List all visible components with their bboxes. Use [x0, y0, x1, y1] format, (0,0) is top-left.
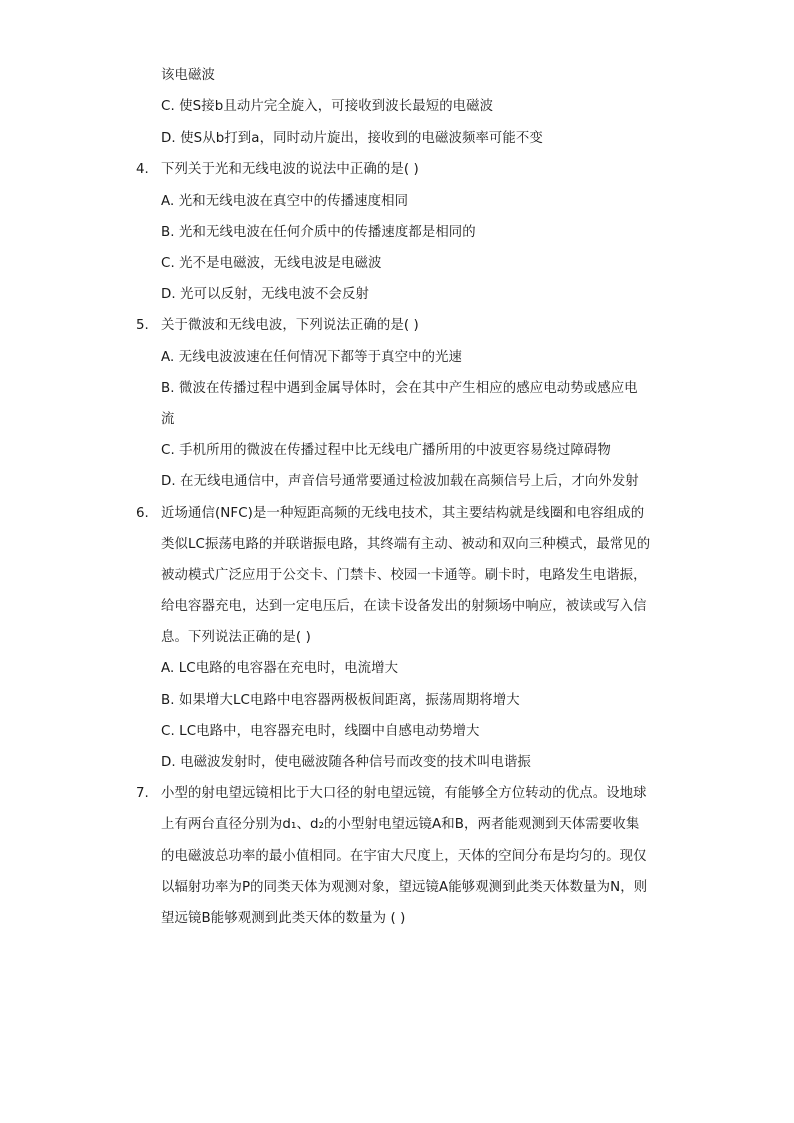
q7-stem-line-2: 上有两台直径分别为d₁、d₂的小型射电望远镜A和B，两者能观测到天体需要收集: [161, 817, 640, 832]
q5-number: 5.: [136, 318, 149, 333]
q6-option-d: D. 电磁波发射时，使电磁波随各种信号而改变的技术叫电谐振: [161, 755, 531, 770]
q4-option-b: B. 光和无线电波在任何介质中的传播速度都是相同的: [161, 225, 476, 240]
q5-option-d: D. 在无线电通信中，声音信号通常要通过检波加载在高频信号上后，才向外发射: [161, 474, 639, 489]
q5-stem: 关于微波和无线电波，下列说法正确的是( ): [161, 318, 419, 333]
q3-stem-tail: 该电磁波: [161, 68, 215, 83]
q5-option-c: C. 手机所用的微波在传播过程中比无线电广播所用的中波更容易绕过障碍物: [161, 443, 611, 458]
q6-stem-line-3: 被动模式广泛应用于公交卡、门禁卡、校园一卡通等。刷卡时，电路发生电谐振，: [161, 568, 647, 583]
q3-option-c: C. 使S接b且动片完全旋入，可接收到波长最短的电磁波: [161, 99, 494, 114]
q7-stem-line-3: 的电磁波总功率的最小值相同。在宇宙大尺度上，天体的空间分布是均匀的。现仅: [161, 849, 647, 864]
q4-option-c: C. 光不是电磁波，无线电波是电磁波: [161, 256, 382, 271]
q6-option-a: A. LC电路的电容器在充电时，电流增大: [161, 661, 399, 676]
q6-stem-line-4: 给电容器充电，达到一定电压后，在读卡设备发出的射频场中响应，被读或写入信: [161, 599, 647, 614]
q5-option-b-line2: 流: [161, 412, 175, 427]
q4-stem: 下列关于光和无线电波的说法中正确的是( ): [161, 162, 419, 177]
q6-stem-line-2: 类似LC振荡电路的并联谐振电路，其终端有主动、被动和双向三种模式，最常见的: [161, 537, 651, 552]
q4-number: 4.: [136, 162, 149, 177]
q6-option-c: C. LC电路中，电容器充电时，线圈中自感电动势增大: [161, 724, 480, 739]
q5-option-a: A. 无线电波波速在任何情况下都等于真空中的光速: [161, 350, 463, 365]
q7-number: 7.: [136, 786, 149, 801]
q7-stem-line-5: 望远镜B能够观测到此类天体的数量为 ( ): [161, 911, 406, 926]
q7-stem-line-1: 小型的射电望远镜相比于大口径的射电望远镜，有能够全方位转动的优点。设地球: [161, 786, 647, 801]
q4-option-d: D. 光可以反射，无线电波不会反射: [161, 287, 369, 302]
q6-option-b: B. 如果增大LC电路中电容器两极板间距离，振荡周期将增大: [161, 693, 520, 708]
q4-option-a: A. 光和无线电波在真空中的传播速度相同: [161, 194, 409, 209]
q3-option-d: D. 使S从b打到a，同时动片旋出，接收到的电磁波频率可能不变: [161, 131, 543, 146]
q5-option-b-line1: B. 微波在传播过程中遇到金属导体时，会在其中产生相应的感应电动势或感应电: [161, 381, 638, 396]
q6-stem-line-5: 息。下列说法正确的是( ): [161, 630, 311, 645]
q6-stem-line-1: 近场通信(NFC)是一种短距高频的无线电技术，其主要结构就是线圈和电容组成的: [161, 506, 645, 521]
q6-number: 6.: [136, 506, 149, 521]
q7-stem-line-4: 以辐射功率为P的同类天体为观测对象，望远镜A能够观测到此类天体数量为N，则: [161, 880, 648, 895]
